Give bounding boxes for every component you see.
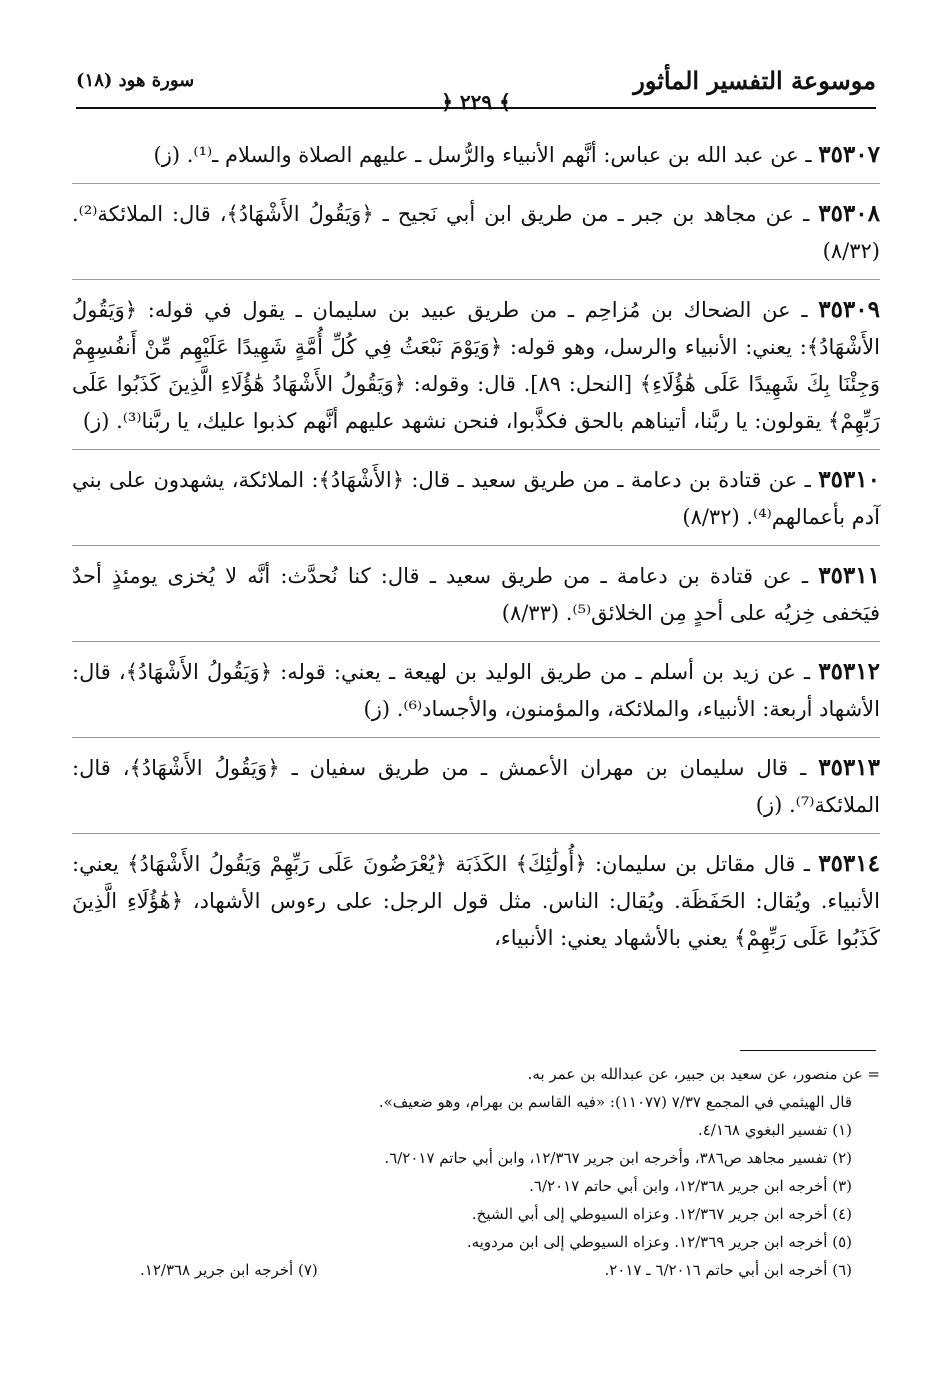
entry-number: ٣٥٣١١ — [818, 562, 880, 589]
entry-35314 — [72, 845, 880, 966]
footnote-row-6-7 — [140, 1256, 852, 1284]
footnote-3: (٣) أخرجه ابن جرير ١٢/٣٦٨، وابن أبي حاتم ٦/٢٠١٧. — [529, 1177, 852, 1195]
entry-text: ـ عن قتادة بن دعامة ـ من طريق سعيد ـ قال: كنا نُحدَّث: أنَّه لا يُخزى يومئذٍ أحدٌ فيَخفى خِزيُه على أحدٍ مِن الخلائق⁽⁵⁾. (٨/٣٣) — [72, 564, 880, 625]
entry-text: ـ قال مقاتل بن سليمان: ﴿أُولَٰئِكَ﴾ الكَذَبَة ﴿يُعْرَضُونَ عَلَى رَبِّهِمْ وَيَقُولُ الأَشْهَادُ﴾ يعني: الأنبياء. ويُقال: الحَفَظَة. ويُقال: الناس. مثل قول الرجل: على رءوس الأشهاد، ﴿هَٰؤُلَاءِ الَّذِينَ كَذَبُوا عَلَى رَبِّهِمْ﴾ يعني بالأشهاد يعني: الأنبياء، — [72, 852, 880, 950]
entry-text: ـ قال سليمان بن مهران الأعمش ـ من طريق سفيان ـ ﴿وَيَقُولُ الأَشْهَادُ﴾، قال: الملائكة⁽⁷⁾. (ز) — [72, 756, 880, 817]
entry-number: ٣٥٣١٠ — [818, 466, 880, 493]
entry-text: ـ عن قتادة بن دعامة ـ من طريق سعيد ـ قال: ﴿الأَشْهَادُ﴾: الملائكة، يشهدون على بني آدم بأعمالهم⁽⁴⁾. (٨/٣٢) — [72, 468, 880, 529]
footnote-continuation: = عن منصور، عن سعيد بن جبير، عن عبدالله بن عمر به. — [527, 1065, 880, 1083]
footnote-5: (٥) أخرجه ابن جرير ١٢/٣٦٩. وعزاه السيوطي إلى ابن مردويه. — [466, 1233, 852, 1251]
page-header — [76, 60, 876, 118]
header-divider — [76, 107, 876, 109]
entry-35313 — [72, 749, 880, 834]
entry-35310 — [72, 461, 880, 546]
entry-text: ـ عن عبد الله بن عباس: أنَّهم الأنبياء والرُّسل ـ عليهم الصلاة والسلام ـ⁽¹⁾. (ز) — [153, 143, 819, 167]
entry-number: ٣٥٣١٤ — [818, 850, 880, 877]
footnote-continuation-2: قال الهيثمي في المجمع ٧/٣٧ (١١٠٧٧): «فيه القاسم بن بهرام، وهو ضعيف». — [378, 1093, 852, 1111]
entry-35311 — [72, 557, 880, 642]
surah-label: سورة هود (١٨) — [76, 70, 195, 91]
entry-text: ـ عن الضحاك بن مُزاحِم ـ من طريق عبيد بن سليمان ـ يقول في قوله: ﴿وَيَقُولُ الأَشْهَادُ﴾: يعني: الأنبياء والرسل، وهو قوله: ﴿وَيَوْمَ نَبْعَثُ فِي كُلِّ أُمَّةٍ شَهِيدًا عَلَيْهِم مِّنْ أَنفُسِهِمْ وَجِئْنَا بِكَ شَهِيدًا عَلَى هَٰؤُلَاءِ﴾ [النحل: ٨٩]. قال: وقوله: ﴿وَيَقُولُ الأَشْهَادُ هَٰؤُلَاءِ الَّذِينَ كَذَبُوا عَلَى رَبِّهِمْ﴾ يقولون: يا ربَّنا، أتيناهم بالحق فكذَّبوا، فنحن نشهد عليهم أنَّهم كذبوا عليك، يا ربَّنا⁽³⁾. (ز) — [72, 298, 880, 433]
main-text — [72, 136, 880, 977]
entry-35312 — [72, 653, 880, 738]
entry-number: ٣٥٣١٢ — [818, 658, 880, 685]
entry-35309 — [72, 291, 880, 450]
footnote-2: (٢) تفسير مجاهد ص٣٨٦، وأخرجه ابن جرير ١٢/٣٦٧، وابن أبي حاتم ٦/٢٠١٧. — [384, 1149, 852, 1167]
entry-number: ٣٥٣٠٩ — [818, 296, 880, 323]
entry-number: ٣٥٣١٣ — [818, 754, 880, 781]
footnotes — [140, 1060, 880, 1284]
footnote-4: (٤) أخرجه ابن جرير ١٢/٣٦٧. وعزاه السيوطي إلى أبي الشيخ. — [471, 1205, 852, 1223]
entry-number: ٣٥٣٠٧ — [818, 141, 880, 168]
page-number: ﴾ ٢٢٩ ﴿ — [441, 90, 511, 114]
footnote-7: (٧) أخرجه ابن جرير ١٢/٣٦٨. — [140, 1261, 318, 1279]
book-title: موسوعة التفسير المأثور — [633, 66, 876, 95]
footnote-divider — [740, 1050, 876, 1051]
footnote-1: (١) تفسير البغوي ٤/١٦٨. — [697, 1121, 852, 1139]
entry-text: ـ عن زيد بن أسلم ـ من طريق الوليد بن لهيعة ـ يعني: قوله: ﴿وَيَقُولُ الأَشْهَادُ﴾، قال: الأشهاد أربعة: الأنبياء، والملائكة، والمؤمنون، والأجساد⁽⁶⁾. (ز) — [72, 660, 880, 721]
footnote-6: (٦) أخرجه ابن أبي حاتم ٦/٢٠١٦ ـ ٢٠١٧. — [604, 1261, 852, 1279]
entry-text: ـ عن مجاهد بن جبر ـ من طريق ابن أبي نَجيح ـ ﴿وَيَقُولُ الأَشْهَادُ﴾، قال: الملائكة⁽²⁾. (٨/٣٢) — [72, 202, 880, 263]
entry-35308 — [72, 195, 880, 280]
entry-35307 — [72, 136, 880, 184]
entry-number: ٣٥٣٠٨ — [818, 200, 880, 227]
